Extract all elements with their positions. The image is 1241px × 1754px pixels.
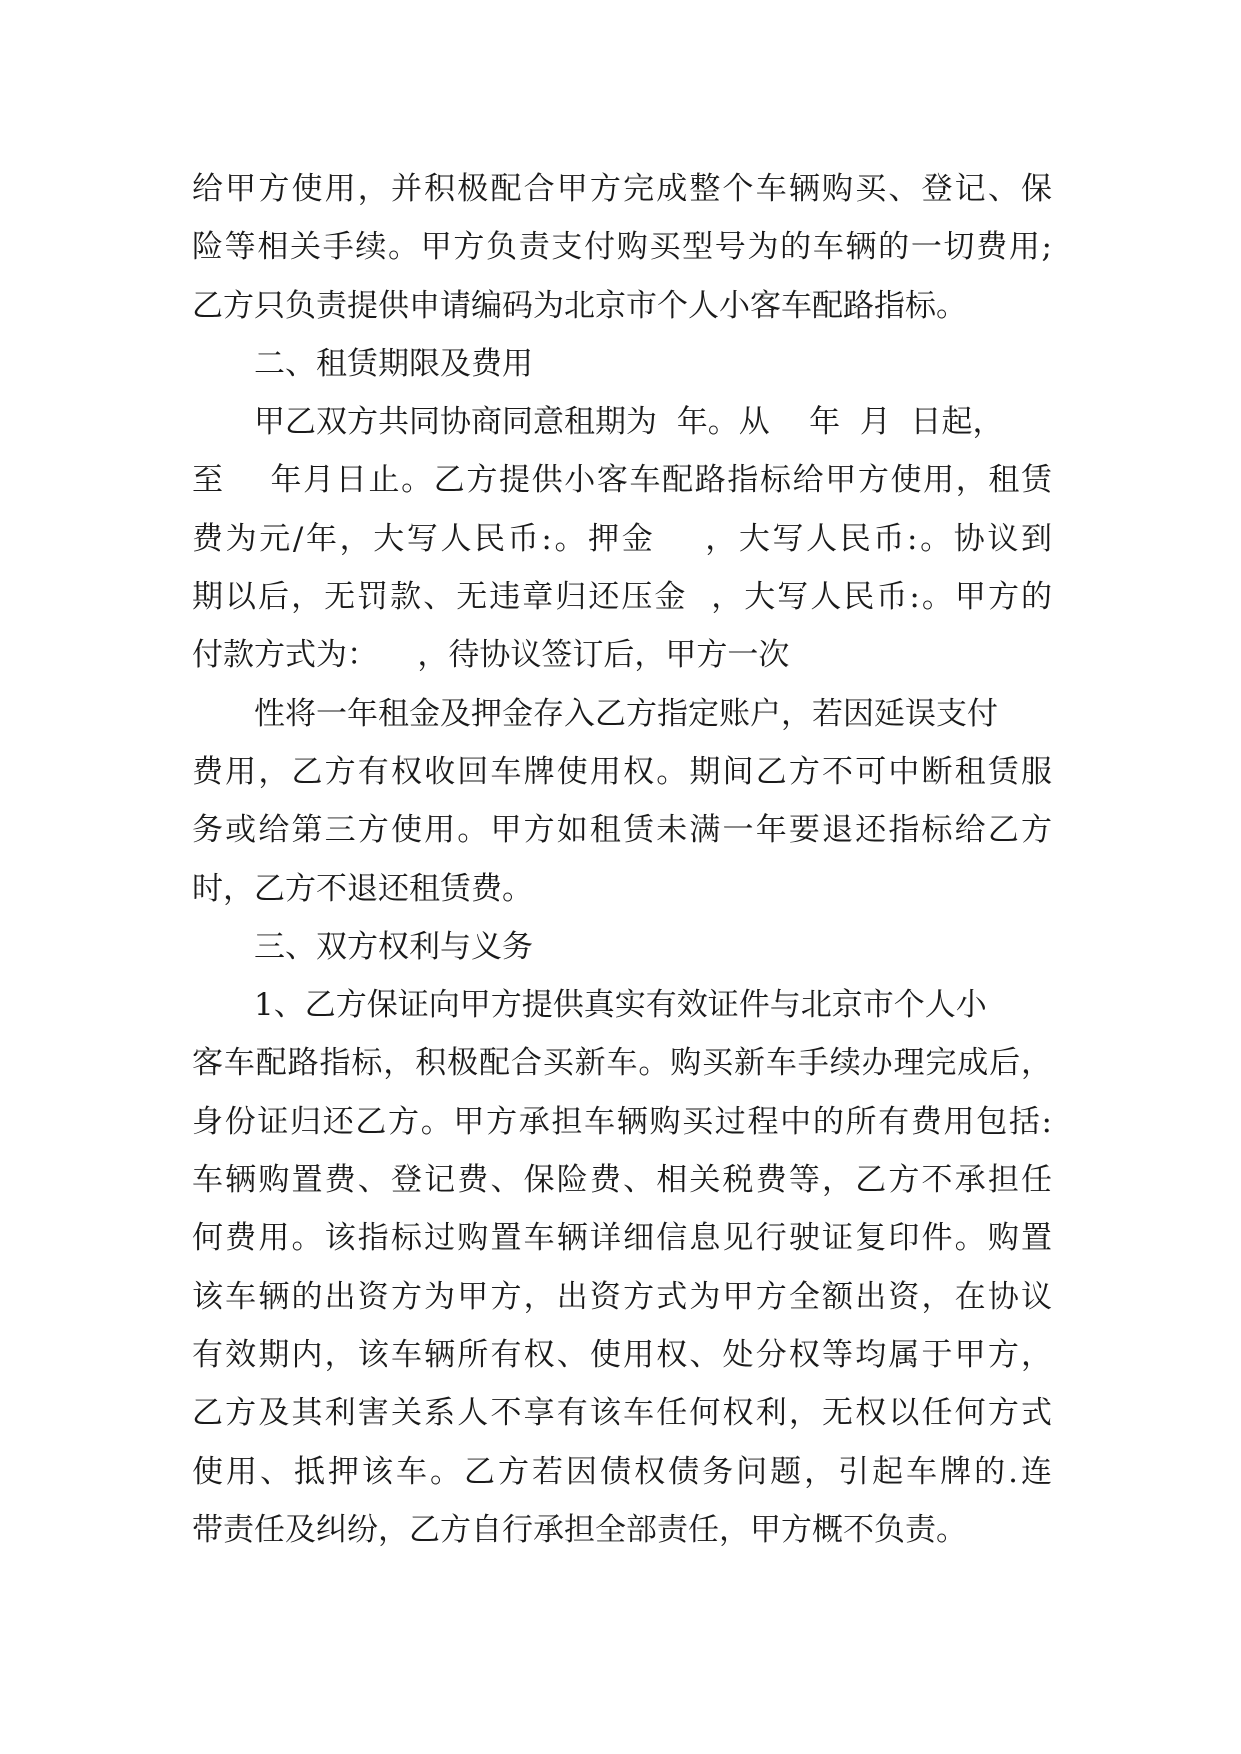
body-line: 给甲方使用，并积极配合甲方完成整个车辆购买、登记、保 [192,171,1052,207]
body-line: 性将一年租金及押金存入乙方指定账户，若因延误支付 [254,695,998,732]
body-line: 客车配路指标，积极配合买新车。购买新车手续办理完成后， [192,1045,1052,1082]
document-body [192,160,1052,1559]
body-line: 费为元/年，大写人民币:。押金 ，大写人民币:。协议到 [192,520,1052,557]
body-line: 务或给第三方使用。甲方如租赁未满一年要退还指标给乙方 [192,812,1052,849]
section-heading: 二、租赁期限及费用 [254,345,533,382]
section-heading: 三、双方权利与义务 [254,928,533,965]
body-line: 身份证归还乙方。甲方承担车辆购买过程中的所有费用包括: [192,1103,1052,1140]
body-line: 乙方只负责提供申请编码为北京市个人小客车配路指标。 [192,287,967,324]
body-line: 至 年月日止。乙方提供小客车配路指标给甲方使用，租赁 [192,462,1052,499]
body-line: 付款方式为： ，待协议签订后，甲方一次 [192,637,790,674]
body-line: 有效期内，该车辆所有权、使用权、处分权等均属于甲方， [192,1336,1052,1373]
body-line: 带责任及纠纷，乙方自行承担全部责任，甲方概不负责。 [192,1511,967,1548]
body-line: 险等相关手续。甲方负责支付购买型号为的车辆的一切费用; [192,229,1052,266]
body-line: 时，乙方不退还租赁费。 [192,870,533,907]
body-line: 该车辆的出资方为甲方，出资方式为甲方全额出资，在协议 [192,1278,1052,1315]
body-line: 1、乙方保证向甲方提供真实有效证件与北京市个人小 [254,987,987,1024]
body-line: 车辆购置费、登记费、保险费、相关税费等，乙方不承担任 [192,1162,1052,1199]
body-line: 期以后，无罚款、无违章归还压金 ，大写人民币:。甲方的 [192,579,1052,616]
body-line: 乙方及其利害关系人不享有该车任何权利，无权以任何方式 [192,1395,1052,1432]
body-line: 费用，乙方有权收回车牌使用权。期间乙方不可中断租赁服 [192,753,1052,790]
body-line: 甲乙双方共同协商同意租期为 年。从 年 月 日起， [254,404,1004,441]
body-line: 何费用。该指标过购置车辆详细信息见行驶证复印件。购置 [192,1220,1052,1257]
body-line: 使用、抵押该车。乙方若因债权债务问题，引起车牌的.连 [192,1453,1052,1490]
